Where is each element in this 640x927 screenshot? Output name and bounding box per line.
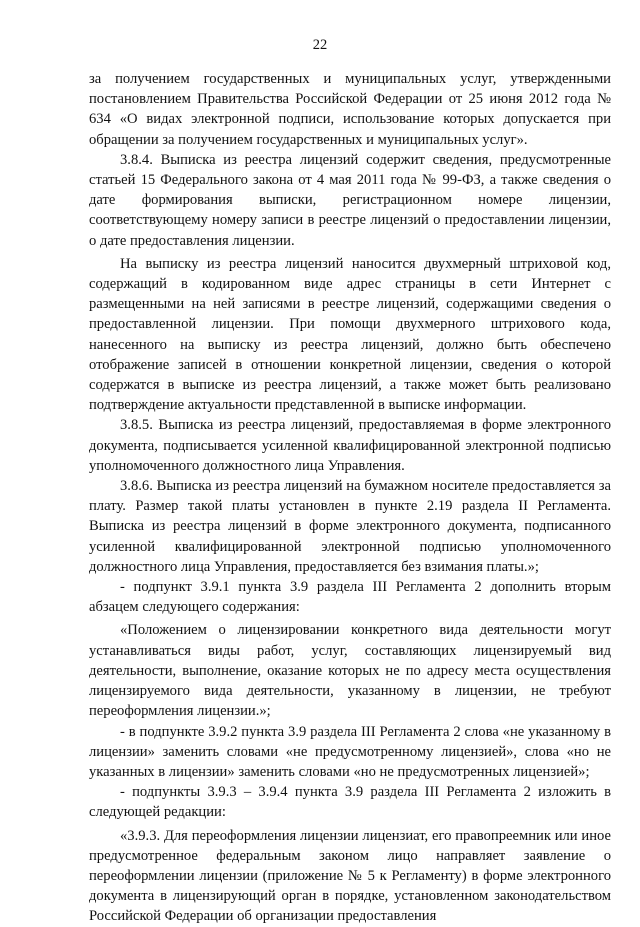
paragraph-3-8-6: 3.8.6. Выписка из реестра лицензий на бумажном носителе предоставляется за плату. Размер такой платы установлен в пункте 2.19 раздела II Регламента. Выписка из реестра лицензий в форме электронного документа, подписанного усиленной квалифицированной электронной подписью уполномоченного должностного лица Управления, предоставляется без взимания платы.»;: [89, 478, 611, 575]
paragraph-subitems-3-9-3-3-9-4: - подпункты 3.9.3 – 3.9.4 пункта 3.9 раздела III Регламента 2 изложить в следующей редакции:: [89, 784, 611, 821]
paragraph-3-8-4: 3.8.4. Выписка из реестра лицензий содержит сведения, предусмотренные статьей 15 Федерального закона от 4 мая 2011 года № 99-ФЗ, а также сведения о дате формирования выписки, регистрационном номере лицензии, соответствующему номеру записи в реестре лицензий о предоставлении лицензии, о дате предоставления лицензии.: [89, 151, 611, 249]
page-number: 22: [312, 37, 328, 53]
paragraph-3-8-5: 3.8.5. Выписка из реестра лицензий, предоставляемая в форме электронного документа, подписывается усиленной квалифицированной электронной подписью уполномоченного должностного лица Управления.: [89, 417, 611, 474]
paragraph-3-9-3: «3.9.3. Для переоформления лицензии лицензиат, его правопреемник или иное предусмотренное федеральным законом лицо направляет заявление о переоформлении лицензии (приложение № 5 к Регламенту) в форме электронного документа в лицензирующий орган в порядке, установленном законодательством Российской Федерации об организации предоставления: [89, 827, 611, 925]
paragraph-quote-licensing: «Положением о лицензировании конкретного вида деятельности могут устанавливаться виды работ, услуг, составляющих лицензируемый вид деятельности, выполнение, оказание которых не по адресу места осуществления лицензируемого вида деятельности, указанному в лицензии, не требуют переоформления лицензии.»;: [89, 622, 611, 720]
paragraph-continuation: за получением государственных и муниципальных услуг, утвержденными постановлением Правительства Российской Федерации от 25 июня 2012 года № 634 «О видах электронной подписи, использование которых допускается при обращении за получением государственных и муниципальных услуг».: [89, 71, 611, 148]
paragraph-subitem-3-9-1: - подпункт 3.9.1 пункта 3.9 раздела III Регламента 2 дополнить вторым абзацем следующего содержания:: [89, 579, 611, 616]
paragraph-barcode: На выписку из реестра лицензий наносится двухмерный штриховой код, содержащий в кодированном виде адрес страницы в сети Интернет с размещенными на ней записями в реестре лицензий, содержащими сведения о предоставленной лицензии. При помощи двухмерного штрихового кода, нанесенного на выписку из реестра лицензий, должно быть обеспечено отображение записей в отношении конкретной лицензии, сведения о которой содержатся в выписке из реестра лицензий, а также может быть реализовано подтверждение актуальности представленной в выписке информации.: [89, 255, 611, 414]
paragraph-subitem-3-9-2: - в подпункте 3.9.2 пункта 3.9 раздела III Регламента 2 слова «не указанному в лицензии» заменить словами «не предусмотренному лицензией», слова «но не указанных в лицензии» заменить словами «но не предусмотренных лицензией»;: [89, 723, 611, 780]
document-body: [89, 69, 611, 927]
